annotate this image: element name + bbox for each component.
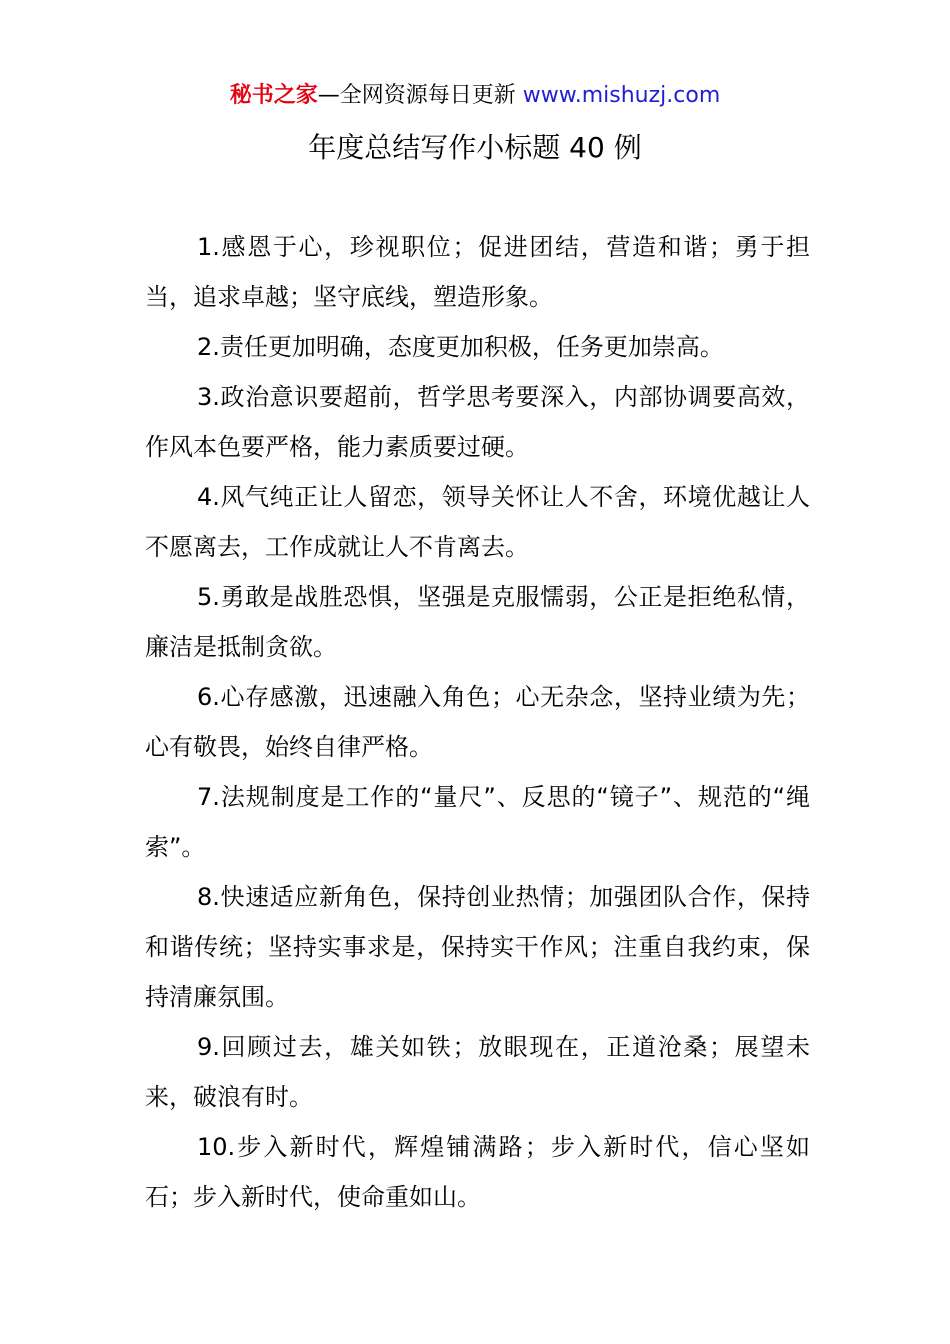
paragraph-2: 2.责任更加明确，态度更加积极，任务更加崇高。 [197, 333, 724, 361]
site-url-link[interactable]: www.mishuzj.com [522, 83, 721, 108]
paragraph-7: 7.法规制度是工作的“量尺”、反思的“镜子”、规范的“绳索”。 [145, 783, 810, 861]
paragraph-10: 10.步入新时代，辉煌铺满路；步入新时代，信心坚如石；步入新时代，使命重如山。 [145, 1133, 810, 1211]
paragraph-5: 5.勇敢是战胜恐惧，坚强是克服懦弱，公正是拒绝私情，廉洁是抵制贪欲。 [145, 583, 810, 661]
site-tagline: —全网资源每日更新 [317, 83, 523, 108]
site-brand: 秘书之家 [229, 83, 318, 108]
site-header [0, 80, 950, 112]
paragraph-6: 6.心存感激，迅速融入角色；心无杂念，坚持业绩为先；心有敬畏，始终自律严格。 [145, 683, 810, 761]
document-title: 年度总结写作小标题 40 例 [308, 131, 642, 164]
paragraph-8: 8.快速适应新角色，保持创业热情；加强团队合作，保持和谐传统；坚持实事求是，保持实干作风；注重自我约束，保持清廉氛围。 [145, 883, 810, 1011]
paragraph-4: 4.风气纯正让人留恋，领导关怀让人不舍，环境优越让人不愿离去，工作成就让人不肯离去。 [145, 483, 810, 561]
paragraph-3: 3.政治意识要超前，哲学思考要深入，内部协调要高效，作风本色要严格，能力素质要过硬。 [145, 383, 810, 461]
paragraph-1: 1.感恩于心，珍视职位；促进团结，营造和谐；勇于担当，追求卓越；坚守底线，塑造形象。 [145, 233, 810, 311]
paragraph-9: 9.回顾过去，雄关如铁；放眼现在，正道沧桑；展望未来，破浪有时。 [145, 1033, 810, 1111]
document-body [145, 222, 810, 1222]
